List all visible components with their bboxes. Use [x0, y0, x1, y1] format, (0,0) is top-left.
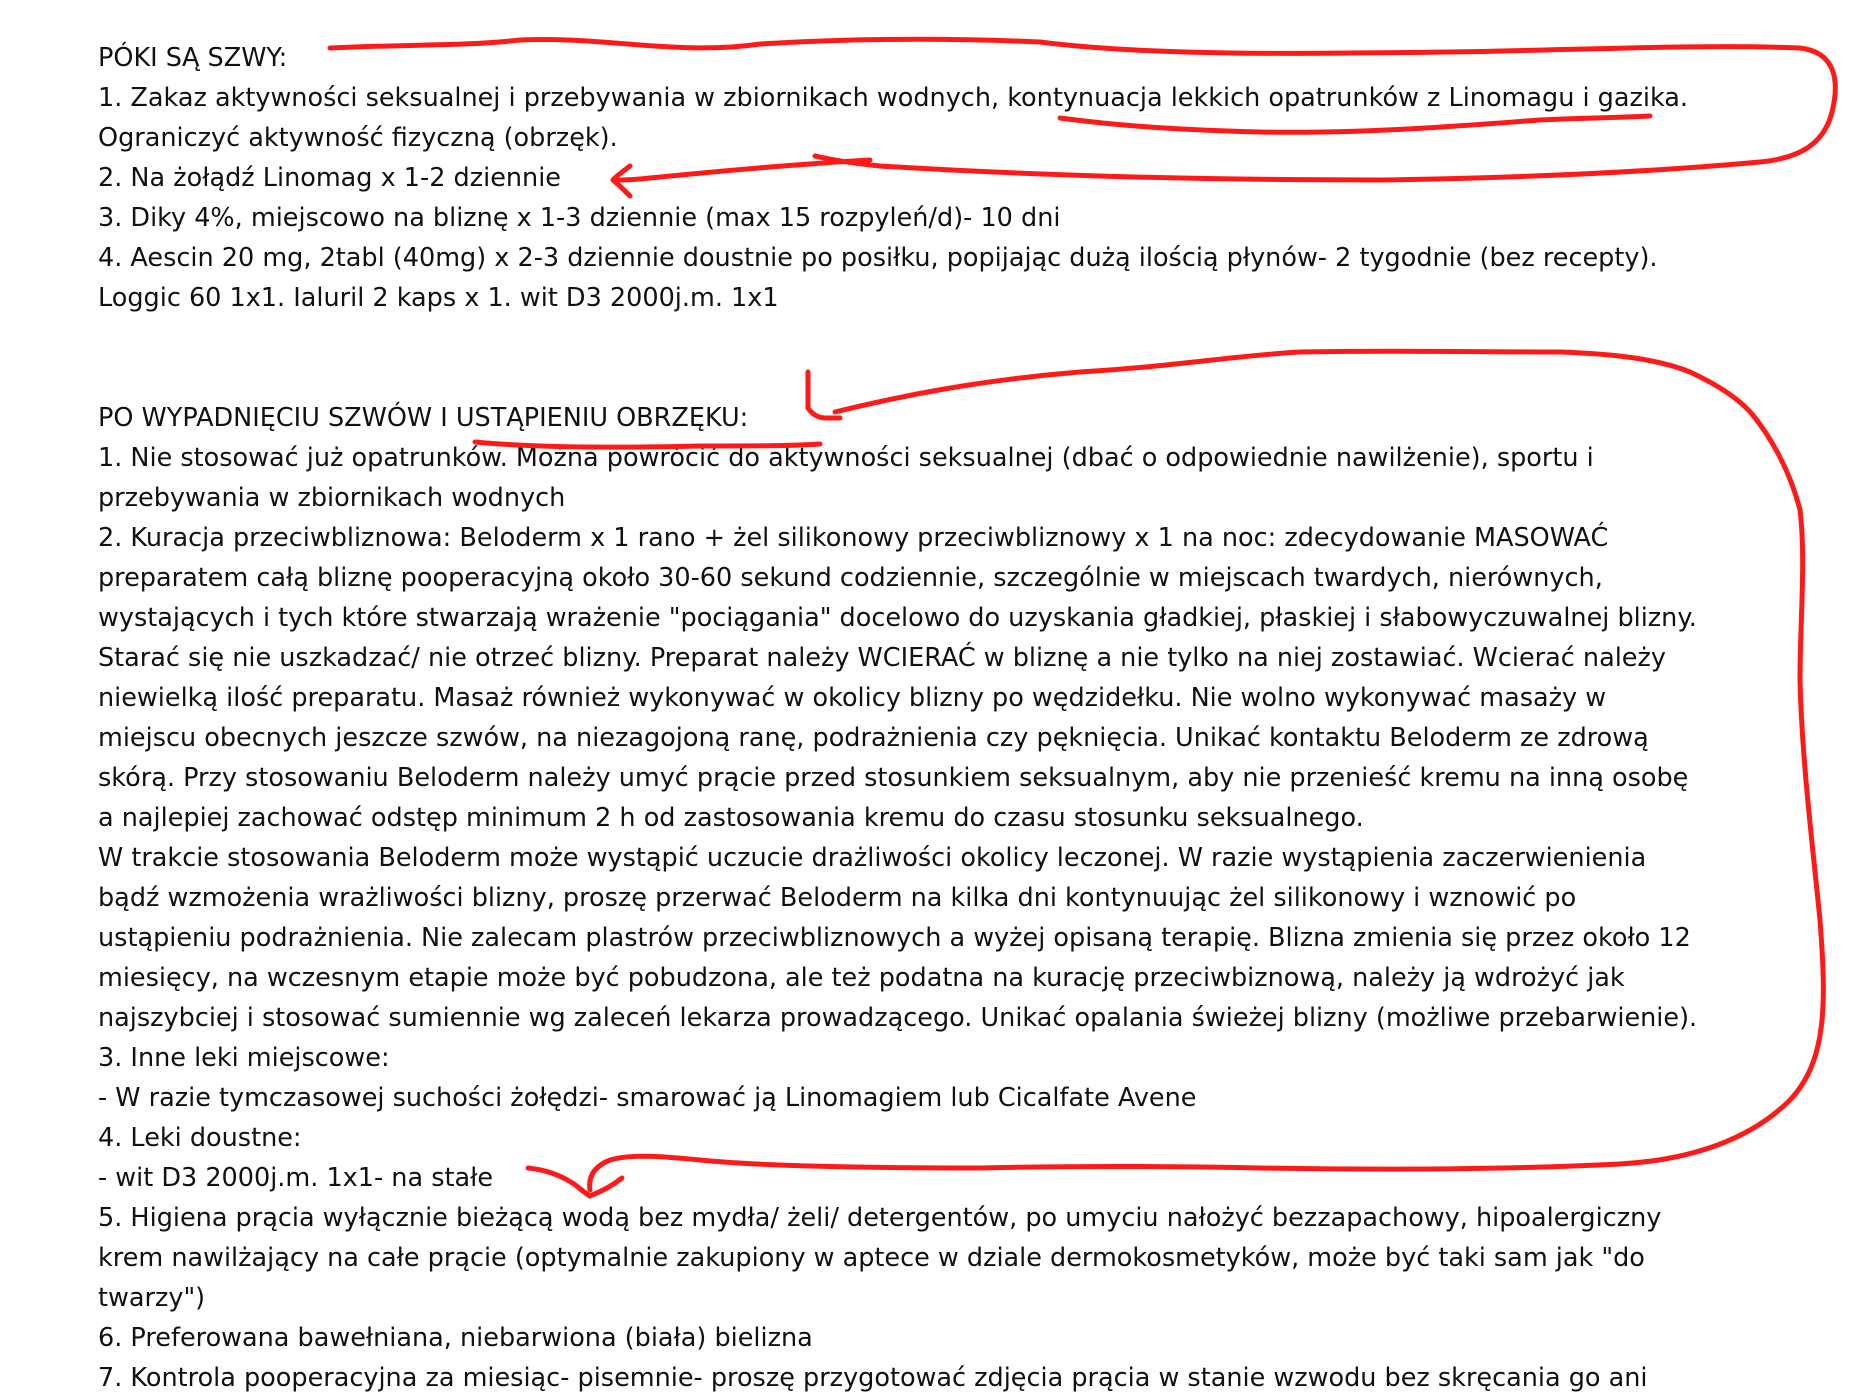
text-line: 1. Nie stosować już opatrunków. Można powrócić do aktywności seksualnej (dbać o odpowiednie nawilżenie), sportu i	[98, 443, 1594, 473]
section-after-stitches	[98, 398, 1848, 1398]
text-line: niewielką ilość preparatu. Masaż również wykonywać w okolicy blizny po wędzidełku. Nie wolno wykonywać masaży w	[98, 683, 1607, 713]
document-body	[98, 38, 1848, 1398]
text-line: 1. Zakaz aktywności seksualnej i przebywania w zbiornikach wodnych, kontynuacja lekkich opatrunków z Linomagu i gazika.	[98, 83, 1689, 113]
text-line: 4. Leki doustne:	[98, 1123, 302, 1153]
text-line: Loggic 60 1x1. Ialuril 2 kaps x 1. wit D3 2000j.m. 1x1	[98, 283, 779, 313]
text-line: 3. Diky 4%, miejscowo na bliznę x 1-3 dziennie (max 15 rozpyleń/d)- 10 dni	[98, 203, 1061, 233]
text-line: 2. Kuracja przeciwbliznowa: Beloderm x 1 rano + żel silikonowy przeciwbliznowy x 1 na noc: zdecydowanie MASOWAĆ	[98, 523, 1609, 553]
text-line: bądź wzmożenia wrażliwości blizny, proszę przerwać Beloderm na kilka dni kontynuując żel silikonowy i wznowić po	[98, 883, 1577, 913]
text-line: wystających i tych które stwarzają wrażenie "pociągania" docelowo do uzyskania gładkiej, płaskiej i słabowyczuwalnej blizny.	[98, 603, 1697, 633]
text-line: a najlepiej zachować odstęp minimum 2 h od zastosowania kremu do czasu stosunku seksualnego.	[98, 803, 1364, 833]
text-line: 3. Inne leki miejscowe:	[98, 1043, 390, 1073]
text-line: najszybciej i stosować sumiennie wg zaleceń lekarza prowadzącego. Unikać opalania świeżej blizny (możliwe przebarwienie).	[98, 1003, 1698, 1033]
text-line: 6. Preferowana bawełniana, niebarwiona (biała) bielizna	[98, 1323, 813, 1353]
text-line: skórą. Przy stosowaniu Beloderm należy umyć prącie przed stosunkiem seksualnym, aby nie przenieść kremu na inną osobę	[98, 763, 1689, 793]
text-line: 7. Kontrola pooperacyjna za miesiąc- pisemnie- proszę przygotować zdjęcia prącia w stanie wzwodu bez skręcania go ani	[98, 1363, 1648, 1393]
text-line: preparatem całą bliznę pooperacyjną około 30-60 sekund codziennie, szczególnie w miejscach twardych, nierównych,	[98, 563, 1603, 593]
text-line: miejscu obecnych jeszcze szwów, na niezagojoną ranę, podrażnienia czy pęknięcia. Unikać kontaktu Beloderm ze zdrową	[98, 723, 1649, 753]
text-line: krem nawilżający na całe prącie (optymalnie zakupiony w aptece w dziale dermokosmetyków, może być taki sam jak "do	[98, 1243, 1645, 1273]
text-line: ustąpieniu podrażnienia. Nie zalecam plastrów przeciwbliznowych a wyżej opisaną terapię. Blizna zmienia się przez około 12	[98, 923, 1691, 953]
section-gap	[98, 318, 1848, 398]
section-while-stitches	[98, 38, 1848, 318]
text-line: - W razie tymczasowej suchości żołędzi- smarować ją Linomagiem lub Cicalfate Avene	[98, 1083, 1197, 1113]
text-line: miesięcy, na wczesnym etapie może być pobudzona, ale też podatna na kurację przeciwbiznową, należy ją wdrożyć jak	[98, 963, 1625, 993]
text-line: - wit D3 2000j.m. 1x1- na stałe	[98, 1163, 494, 1193]
text-line: Ograniczyć aktywność fizyczną (obrzęk).	[98, 123, 618, 153]
section-heading: PO WYPADNIĘCIU SZWÓW I USTĄPIENIU OBRZĘKU:	[98, 403, 749, 433]
text-line: 2. Na żołądź Linomag x 1-2 dziennie	[98, 163, 561, 193]
text-line: W trakcie stosowania Beloderm może wystąpić uczucie drażliwości okolicy leczonej. W razie wystąpienia zaczerwienienia	[98, 843, 1647, 873]
text-line: 4. Aescin 20 mg, 2tabl (40mg) x 2-3 dziennie doustnie po posiłku, popijając dużą ilością płynów- 2 tygodnie (bez recepty).	[98, 243, 1658, 273]
text-line: Starać się nie uszkadzać/ nie otrzeć blizny. Preparat należy WCIERAĆ w bliznę a nie tylko na niej zostawiać. Wcierać należy	[98, 643, 1666, 673]
text-line: twarzy")	[98, 1283, 206, 1313]
section-heading: PÓKI SĄ SZWY:	[98, 43, 288, 73]
text-line: 5. Higiena prącia wyłącznie bieżącą wodą bez mydła/ żeli/ detergentów, po umyciu nałożyć bezzapachowy, hipoalergiczny	[98, 1203, 1662, 1233]
text-line: przebywania w zbiornikach wodnych	[98, 483, 566, 513]
